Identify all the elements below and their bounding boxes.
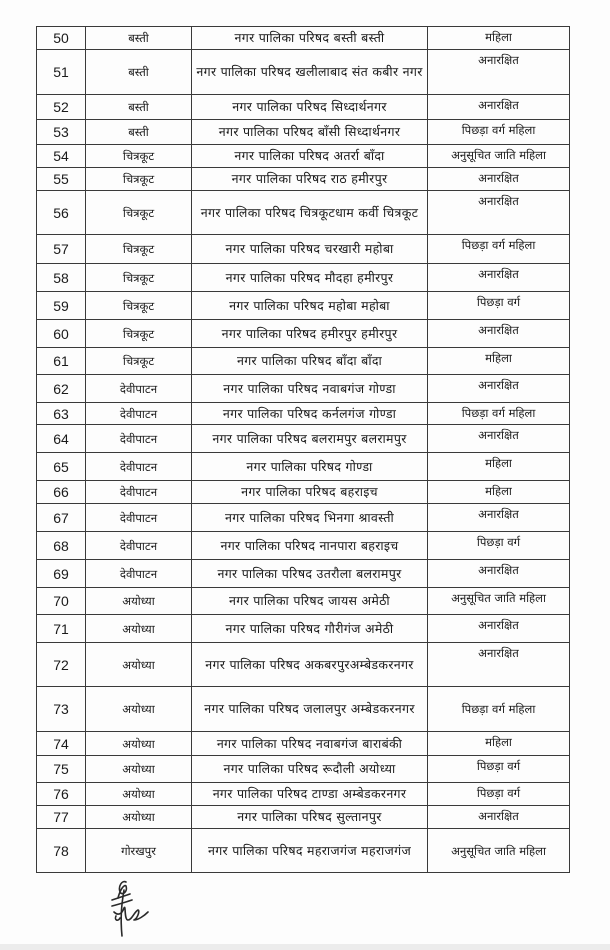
municipal-body-cell: नगर पालिका परिषद बाँसी सिध्दार्थनगर: [192, 120, 428, 145]
municipal-body-cell: नगर पालिका परिषद नानपारा बहराइच: [192, 532, 428, 560]
reservation-table-body: [37, 27, 570, 873]
division-cell: अयोध्या: [86, 806, 192, 829]
reservation-category-cell: अनारक्षित: [428, 560, 570, 588]
serial-number-cell: 59: [37, 292, 86, 320]
municipal-body-cell: नगर पालिका परिषद बस्ती बस्ती: [192, 27, 428, 50]
municipal-body-cell: नगर पालिका परिषद उतरौला बलरामपुर: [192, 560, 428, 588]
reservation-category-cell: महिला: [428, 348, 570, 375]
reservation-table: [36, 26, 570, 873]
table-row: [37, 145, 570, 168]
serial-number-cell: 65: [37, 453, 86, 481]
division-cell: चित्रकूट: [86, 168, 192, 191]
serial-number-cell: 50: [37, 27, 86, 50]
serial-number-cell: 70: [37, 588, 86, 615]
reservation-category-cell: पिछड़ा वर्ग महिला: [428, 235, 570, 264]
division-cell: चित्रकूट: [86, 191, 192, 235]
table-row: [37, 732, 570, 756]
reservation-category-cell: अनुसूचित जाति महिला: [428, 145, 570, 168]
reservation-category-cell: पिछड़ा वर्ग महिला: [428, 687, 570, 732]
division-cell: चित्रकूट: [86, 292, 192, 320]
serial-number-cell: 60: [37, 320, 86, 348]
table-row: [37, 615, 570, 643]
municipal-body-cell: नगर पालिका परिषद गौरीगंज अमेठी: [192, 615, 428, 643]
table-row: [37, 27, 570, 50]
municipal-body-cell: नगर पालिका परिषद महराजगंज महराजगंज: [192, 829, 428, 873]
division-cell: देवीपाटन: [86, 504, 192, 532]
reservation-category-cell: अनारक्षित: [428, 191, 570, 235]
table-row: [37, 425, 570, 453]
municipal-body-cell: नगर पालिका परिषद नवाबगंज बाराबंकी: [192, 732, 428, 756]
serial-number-cell: 58: [37, 264, 86, 292]
signature: [104, 876, 152, 938]
municipal-body-cell: नगर पालिका परिषद अकबरपुरअम्बेडकरनगर: [192, 643, 428, 687]
serial-number-cell: 53: [37, 120, 86, 145]
reservation-category-cell: अनारक्षित: [428, 95, 570, 120]
division-cell: चित्रकूट: [86, 264, 192, 292]
table-row: [37, 453, 570, 481]
division-cell: अयोध्या: [86, 615, 192, 643]
municipal-body-cell: नगर पालिका परिषद सुल्तानपुर: [192, 806, 428, 829]
serial-number-cell: 63: [37, 403, 86, 425]
municipal-body-cell: नगर पालिका परिषद चित्रकूटधाम कर्वी चित्रकूट: [192, 191, 428, 235]
division-cell: बस्ती: [86, 120, 192, 145]
division-cell: देवीपाटन: [86, 481, 192, 504]
table-row: [37, 95, 570, 120]
serial-number-cell: 66: [37, 481, 86, 504]
division-cell: बस्ती: [86, 27, 192, 50]
table-row: [37, 403, 570, 425]
division-cell: देवीपाटन: [86, 375, 192, 403]
table-row: [37, 235, 570, 264]
division-cell: चित्रकूट: [86, 235, 192, 264]
serial-number-cell: 55: [37, 168, 86, 191]
reservation-category-cell: अनारक्षित: [428, 50, 570, 95]
municipal-body-cell: नगर पालिका परिषद सिध्दार्थनगर: [192, 95, 428, 120]
table-row: [37, 481, 570, 504]
reservation-category-cell: पिछड़ा वर्ग: [428, 783, 570, 806]
serial-number-cell: 76: [37, 783, 86, 806]
municipal-body-cell: नगर पालिका परिषद जलालपुर अम्बेडकरनगर: [192, 687, 428, 732]
serial-number-cell: 74: [37, 732, 86, 756]
reservation-category-cell: पिछड़ा वर्ग: [428, 292, 570, 320]
division-cell: देवीपाटन: [86, 403, 192, 425]
serial-number-cell: 51: [37, 50, 86, 95]
reservation-category-cell: पिछड़ा वर्ग महिला: [428, 120, 570, 145]
table-row: [37, 756, 570, 783]
reservation-category-cell: अनारक्षित: [428, 643, 570, 687]
table-row: [37, 806, 570, 829]
reservation-category-cell: अनारक्षित: [428, 425, 570, 453]
table-row: [37, 320, 570, 348]
reservation-category-cell: अनारक्षित: [428, 504, 570, 532]
reservation-category-cell: महिला: [428, 481, 570, 504]
reservation-category-cell: अनारक्षित: [428, 806, 570, 829]
division-cell: देवीपाटन: [86, 425, 192, 453]
table-row: [37, 348, 570, 375]
division-cell: अयोध्या: [86, 687, 192, 732]
serial-number-cell: 73: [37, 687, 86, 732]
serial-number-cell: 77: [37, 806, 86, 829]
table-row: [37, 687, 570, 732]
municipal-body-cell: नगर पालिका परिषद खलीलाबाद संत कबीर नगर: [192, 50, 428, 95]
municipal-body-cell: नगर पालिका परिषद चरखारी महोबा: [192, 235, 428, 264]
table-row: [37, 643, 570, 687]
serial-number-cell: 69: [37, 560, 86, 588]
reservation-category-cell: अनारक्षित: [428, 320, 570, 348]
table-row: [37, 375, 570, 403]
municipal-body-cell: नगर पालिका परिषद अतर्रा बाँदा: [192, 145, 428, 168]
division-cell: देवीपाटन: [86, 560, 192, 588]
municipal-body-cell: नगर पालिका परिषद हमीरपुर हमीरपुर: [192, 320, 428, 348]
division-cell: अयोध्या: [86, 756, 192, 783]
table-row: [37, 588, 570, 615]
serial-number-cell: 64: [37, 425, 86, 453]
municipal-body-cell: नगर पालिका परिषद कर्नलगंज गोण्डा: [192, 403, 428, 425]
table-row: [37, 50, 570, 95]
division-cell: चित्रकूट: [86, 145, 192, 168]
reservation-category-cell: अनारक्षित: [428, 375, 570, 403]
reservation-category-cell: अनारक्षित: [428, 264, 570, 292]
table-row: [37, 168, 570, 191]
reservation-category-cell: महिला: [428, 27, 570, 50]
reservation-category-cell: अनुसूचित जाति महिला: [428, 829, 570, 873]
municipal-body-cell: नगर पालिका परिषद राठ हमीरपुर: [192, 168, 428, 191]
municipal-body-cell: नगर पालिका परिषद भिनगा श्रावस्ती: [192, 504, 428, 532]
municipal-body-cell: नगर पालिका परिषद गोण्डा: [192, 453, 428, 481]
division-cell: बस्ती: [86, 95, 192, 120]
serial-number-cell: 71: [37, 615, 86, 643]
page-bottom-edge: [0, 944, 610, 950]
division-cell: बस्ती: [86, 50, 192, 95]
municipal-body-cell: नगर पालिका परिषद बहराइच: [192, 481, 428, 504]
division-cell: देवीपाटन: [86, 453, 192, 481]
division-cell: अयोध्या: [86, 783, 192, 806]
municipal-body-cell: नगर पालिका परिषद जायस अमेठी: [192, 588, 428, 615]
serial-number-cell: 56: [37, 191, 86, 235]
serial-number-cell: 57: [37, 235, 86, 264]
table-row: [37, 504, 570, 532]
division-cell: चित्रकूट: [86, 320, 192, 348]
table-row: [37, 829, 570, 873]
division-cell: अयोध्या: [86, 732, 192, 756]
municipal-body-cell: नगर पालिका परिषद मौदहा हमीरपुर: [192, 264, 428, 292]
municipal-body-cell: नगर पालिका परिषद टाण्डा अम्बेडकरनगर: [192, 783, 428, 806]
division-cell: अयोध्या: [86, 643, 192, 687]
serial-number-cell: 62: [37, 375, 86, 403]
serial-number-cell: 54: [37, 145, 86, 168]
reservation-category-cell: पिछड़ा वर्ग: [428, 532, 570, 560]
reservation-category-cell: अनारक्षित: [428, 168, 570, 191]
reservation-category-cell: पिछड़ा वर्ग: [428, 756, 570, 783]
table-row: [37, 783, 570, 806]
serial-number-cell: 52: [37, 95, 86, 120]
reservation-category-cell: अनुसूचित जाति महिला: [428, 588, 570, 615]
table-row: [37, 560, 570, 588]
table-row: [37, 264, 570, 292]
serial-number-cell: 72: [37, 643, 86, 687]
table-row: [37, 191, 570, 235]
division-cell: देवीपाटन: [86, 532, 192, 560]
serial-number-cell: 61: [37, 348, 86, 375]
municipal-body-cell: नगर पालिका परिषद रूदौली अयोध्या: [192, 756, 428, 783]
reservation-category-cell: महिला: [428, 732, 570, 756]
division-cell: अयोध्या: [86, 588, 192, 615]
reservation-category-cell: महिला: [428, 453, 570, 481]
reservation-category-cell: पिछड़ा वर्ग महिला: [428, 403, 570, 425]
table-row: [37, 532, 570, 560]
serial-number-cell: 67: [37, 504, 86, 532]
table-row: [37, 120, 570, 145]
table-row: [37, 292, 570, 320]
serial-number-cell: 78: [37, 829, 86, 873]
reservation-category-cell: अनारक्षित: [428, 615, 570, 643]
municipal-body-cell: नगर पालिका परिषद नवाबगंज गोण्डा: [192, 375, 428, 403]
municipal-body-cell: नगर पालिका परिषद महोबा महोबा: [192, 292, 428, 320]
division-cell: गोरखपुर: [86, 829, 192, 873]
municipal-body-cell: नगर पालिका परिषद बलरामपुर बलरामपुर: [192, 425, 428, 453]
serial-number-cell: 68: [37, 532, 86, 560]
municipal-body-cell: नगर पालिका परिषद बाँदा बाँदा: [192, 348, 428, 375]
division-cell: चित्रकूट: [86, 348, 192, 375]
serial-number-cell: 75: [37, 756, 86, 783]
